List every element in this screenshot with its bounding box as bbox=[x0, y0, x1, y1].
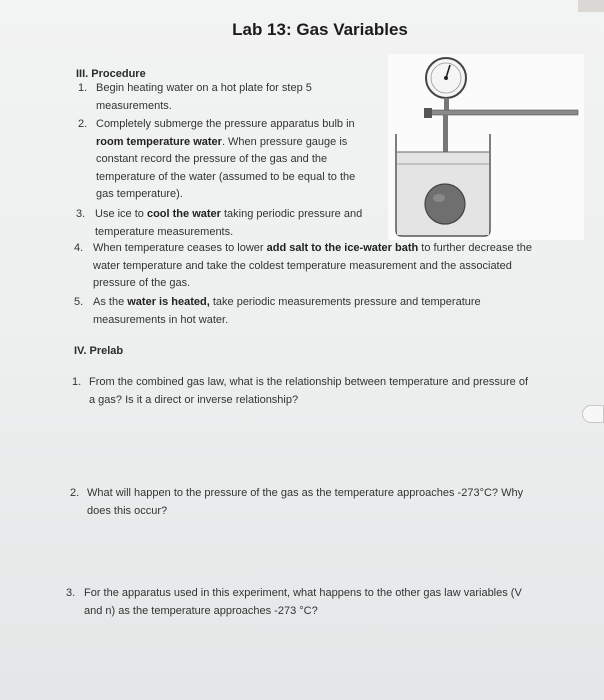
procedure-item-line: temperature of the water (assumed to be equal to the bbox=[96, 170, 356, 183]
prelab-heading: IV. Prelab bbox=[74, 345, 124, 357]
procedure-item-line: gas temperature). bbox=[96, 188, 183, 200]
prelab-item-line: and n) as the temperature approaches -273 °C? bbox=[84, 604, 318, 617]
procedure-item-number: 1. bbox=[78, 82, 88, 94]
prelab-item-line: From the combined gas law, what is the relationship between temperature and pressure of bbox=[89, 376, 529, 388]
prelab-item-line: does this occur? bbox=[87, 504, 168, 517]
procedure-heading: III. Procedure bbox=[76, 68, 146, 80]
page-corner-shadow bbox=[578, 0, 604, 12]
procedure-item-line: temperature measurements. bbox=[95, 225, 234, 238]
pressure-apparatus-diagram-icon bbox=[388, 54, 584, 240]
procedure-item-number: 2. bbox=[78, 118, 88, 130]
page-title: Lab 13: Gas Variables bbox=[232, 20, 408, 39]
prelab-item-number: 3. bbox=[66, 587, 76, 599]
procedure-item-line: Begin heating water on a hot plate for step 5 bbox=[96, 82, 312, 94]
gas-bulb-icon bbox=[425, 184, 465, 224]
procedure-item-line: When temperature ceases to lower add salt to the ice-water bath to further decrease the bbox=[93, 242, 532, 254]
prelab-item-line: For the apparatus used in this experiment, what happens to the other gas law variables (V bbox=[84, 587, 522, 599]
procedure-item-line: constant record the pressure of the gas and the bbox=[96, 153, 328, 165]
prelab-item-number: 1. bbox=[72, 376, 82, 388]
procedure-item-line: pressure of the gas. bbox=[93, 277, 191, 289]
procedure-item-line: water temperature and take the coldest temperature measurement and the associated bbox=[93, 259, 512, 272]
prelab-item-line: a gas? Is it a direct or inverse relationship? bbox=[89, 393, 299, 406]
side-tab-icon bbox=[582, 405, 604, 423]
procedure-item-line: Completely submerge the pressure apparatus bulb in bbox=[96, 118, 355, 130]
prelab-item-number: 2. bbox=[70, 487, 80, 499]
procedure-item-line: room temperature water. When pressure gauge is bbox=[96, 135, 348, 148]
procedure-item-line: As the water is heated, take periodic measurements pressure and temperature bbox=[93, 296, 481, 308]
pressure-apparatus-figure bbox=[388, 54, 584, 240]
prelab-item-line: What will happen to the pressure of the gas as the temperature approaches -273°C? Why bbox=[87, 487, 524, 499]
procedure-item-line: measurements. bbox=[96, 99, 172, 112]
procedure-item-number: 5. bbox=[74, 296, 84, 308]
procedure-item-number: 3. bbox=[76, 208, 86, 220]
procedure-item-number: 4. bbox=[74, 242, 84, 254]
procedure-item-line: measurements in hot water. bbox=[93, 313, 229, 326]
procedure-item-line: Use ice to cool the water taking periodic pressure and bbox=[95, 208, 363, 220]
